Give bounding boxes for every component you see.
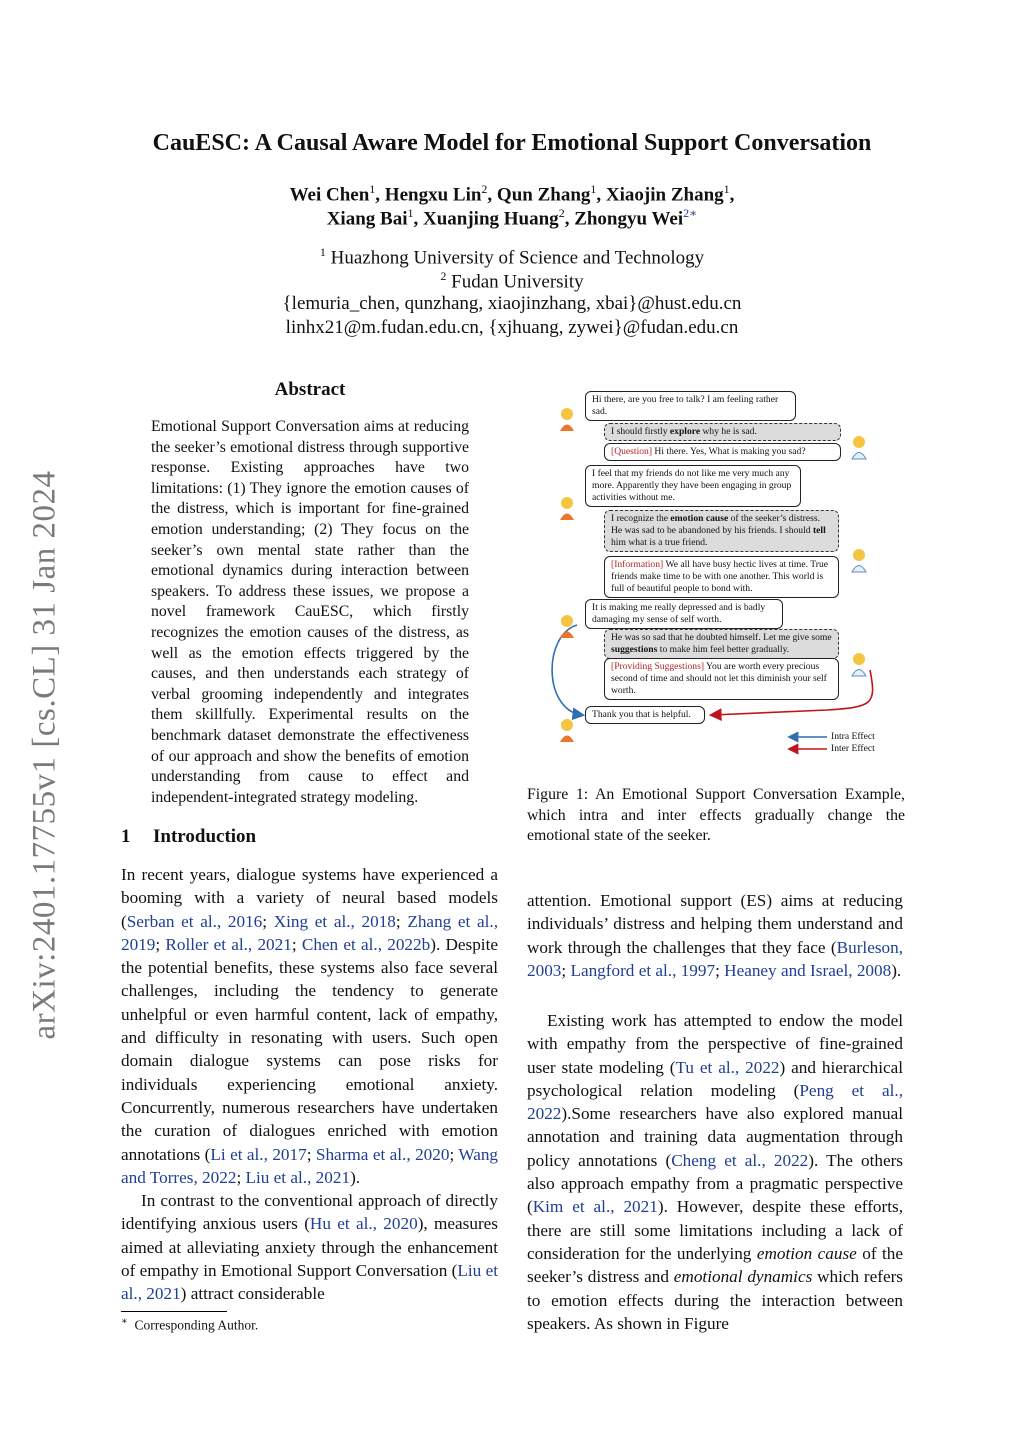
right-paragraph-1: attention. Emotional support (ES) aims at reducing individuals’ distress and helping them understand and work through the challenges that they face (Burleson, 2003; Langford et al., 1997; Heaney and Israel, 2008). [527, 891, 903, 980]
intro-paragraph-2: In contrast to the conventional approach of directly identifying anxious users (Hu et al., 2020), measures aimed at alleviating anxiety through the enhancement of empathy in Emotional Support Conversation (Liu et al., 2021) attract considerable [121, 1191, 498, 1304]
seeker-message-3: It is making me really depressed and is badly damaging my sense of self worth. [585, 599, 783, 629]
citation-link[interactable]: Serban et al., 2016 [126, 911, 263, 931]
supporter-avatar-icon [849, 434, 869, 460]
citation-link[interactable]: Cheng et al., 2022 [671, 1150, 809, 1170]
citation-link[interactable]: Wang and Torres, 2022 [121, 1144, 499, 1187]
supporter-thought-1: I should firstly explore why he is sad. [604, 423, 841, 441]
footnote: ∗ Corresponding Author. [121, 1316, 259, 1333]
citation-link[interactable]: Heaney and Israel, 2008 [724, 960, 892, 980]
legend-intra-effect: Intra Effect [831, 731, 875, 742]
figure-1 [527, 385, 905, 765]
citation-link[interactable]: Zhang et al., 2019 [121, 911, 498, 954]
supporter-avatar-icon [849, 651, 869, 677]
citation-link[interactable]: Tu et al., 2022 [675, 1057, 780, 1077]
citation-link[interactable]: Liu et al., 2021 [245, 1167, 351, 1187]
footnote-divider [121, 1311, 227, 1312]
seeker-avatar-icon [557, 613, 577, 639]
supporter-response-3: [Providing Suggestions] You are worth every precious second of time and should not let this diminish your self worth. [604, 658, 839, 700]
citation-link[interactable]: Peng et al., 2022 [527, 1080, 903, 1124]
citation-link[interactable]: Li et al., 2017 [210, 1144, 307, 1164]
supporter-avatar-icon [849, 547, 869, 573]
citation-link[interactable]: Chen et al., 2022b [301, 934, 431, 954]
seeker-avatar-icon [557, 406, 577, 432]
right-paragraph-2: Existing work has attempted to endow the model with empathy from the perspective of fine-grained user state modeling (Tu et al., 2022) and hierarchical psychological relation modeling (Peng et al., 2022).Some researchers have also explored manual annotation and training data augmentation through policy annotations (Cheng et al., 2022). The others also approach empathy from a pragmatic perspective (Kim et al., 2021). However, despite these efforts, there are still some limitations including a lack of consideration for the underlying emotion cause of the seeker’s distress and emotional dynamics which refers to emotion effects during the interaction between speakers. As shown in Figure [527, 1011, 903, 1333]
paper-title: CauESC: A Causal Aware Model for Emotional Support Conversation [152, 130, 872, 156]
affiliation-2: $^2$ Fudan University [440, 269, 584, 293]
citation-link[interactable]: Burleson, 2003 [527, 937, 903, 980]
seeker-avatar-icon [557, 495, 577, 521]
citation-link[interactable]: Xing et al., 2018 [273, 911, 396, 931]
figure-1-caption: Figure 1: An Emotional Support Conversation Example, which intra and inter effects gradually change the emotional state of the seeker. [527, 786, 905, 845]
affiliation-1: $^1$ Huazhong University of Science and Technology [319, 245, 705, 269]
citation-link[interactable]: Hu et al., 2020 [309, 1214, 418, 1234]
email-line-2: linhx21@m.fudan.edu.cn, {xjhuang, zywei}@fudan.edu.cn [285, 317, 739, 338]
seeker-message-1: Hi there, are you free to talk? I am feeling rather sad. [585, 391, 796, 421]
abstract-heading: Abstract [274, 379, 346, 400]
supporter-response-2: [Information] We all have busy hectic lives at time. True friends make time to be with one another. This world is full of beautiful people to bond with. [604, 556, 839, 598]
seeker-message-4: Thank you that is helpful. [585, 706, 705, 724]
intro-paragraph-1: In recent years, dialogue systems have experienced a booming with a variety of neural based models (Serban et al., 2016; Xing et al., 2018; Zhang et al., 2019; Roller et al., 2021; Chen et al., 2022b). Despite the potential benefits, these systems also face several challenges, including the tendency to generate unhelpful or even harmful content, lack of empathy, and difficulty in resonating with users. Such open domain dialogue systems can pose risks for individuals experiencing emotional anxiety. Concurrently, numerous researchers have undertaken the curation of dialogues enriched with emotion annotations (Li et al., 2017; Sharma et al., 2020; Wang and Torres, 2022; Liu et al., 2021). [121, 865, 499, 1187]
author-line-1: Wei Chen$^1$, Hengxu Lin$^2$, Qun Zhang$^1$, Xiaojin Zhang$^1$, [289, 182, 735, 206]
arxiv-identifier: arXiv:2401.17755v1 [cs.CL] 31 Jan 2024 [26, 470, 63, 1040]
citation-link[interactable]: Langford et al., 1997 [570, 960, 716, 980]
author-line-2: Xiang Bai$^1$, Xuanjing Huang$^2$, Zhongyu Wei$^{2∗}$ [326, 206, 698, 230]
citation-link[interactable]: Kim et al., 2021 [532, 1197, 658, 1217]
seeker-message-2: I feel that my friends do not like me very much any more. Apparently they have been engaging in group activities without me. [585, 465, 801, 507]
citation-link[interactable]: Roller et al., 2021 [165, 934, 292, 954]
citation-link[interactable]: Liu et al., 2021 [121, 1260, 498, 1304]
citation-link[interactable]: Sharma et al., 2020 [315, 1144, 450, 1164]
email-line-1: {lemuria_chen, qunzhang, xiaojinzhang, xbai}@hust.edu.cn [282, 293, 742, 314]
legend-inter-effect: Inter Effect [831, 743, 875, 754]
supporter-response-1: [Question] Hi there. Yes, What is making you sad? [604, 443, 841, 461]
abstract-text: Emotional Support Conversation aims at reducing the seeker’s emotional distress through supportive response. Existing approaches have two limitations: (1) They ignore the emotion causes of the distress, which is important for fine-grained emotion understanding; (2) They focus on the seeker’s own mental state rather than the emotional dynamics during interaction between speakers. To address these issues, we propose a novel framework CauESC, which firstly recognizes the emotion causes of the distress, as well as the emotion effects triggered by the causes, and then understands each strategy of verbal grooming independently and integrates them skillfully. Experimental results on the benchmark dataset demonstrate the effectiveness of our approach and show the benefits of emotion understanding from cause to effect and independent-integrated strategy modeling. [151, 418, 469, 806]
supporter-thought-2: I recognize the emotion cause of the seeker’s distress. He was sad to be abandoned by his friends. I should tell him what is a true friend. [604, 510, 839, 552]
supporter-thought-3: He was so sad that he doubted himself. Let me give some suggestions to make him feel better gradually. [604, 629, 839, 659]
seeker-avatar-icon [557, 717, 577, 743]
section-heading-introduction: 1 Introduction [121, 826, 257, 847]
